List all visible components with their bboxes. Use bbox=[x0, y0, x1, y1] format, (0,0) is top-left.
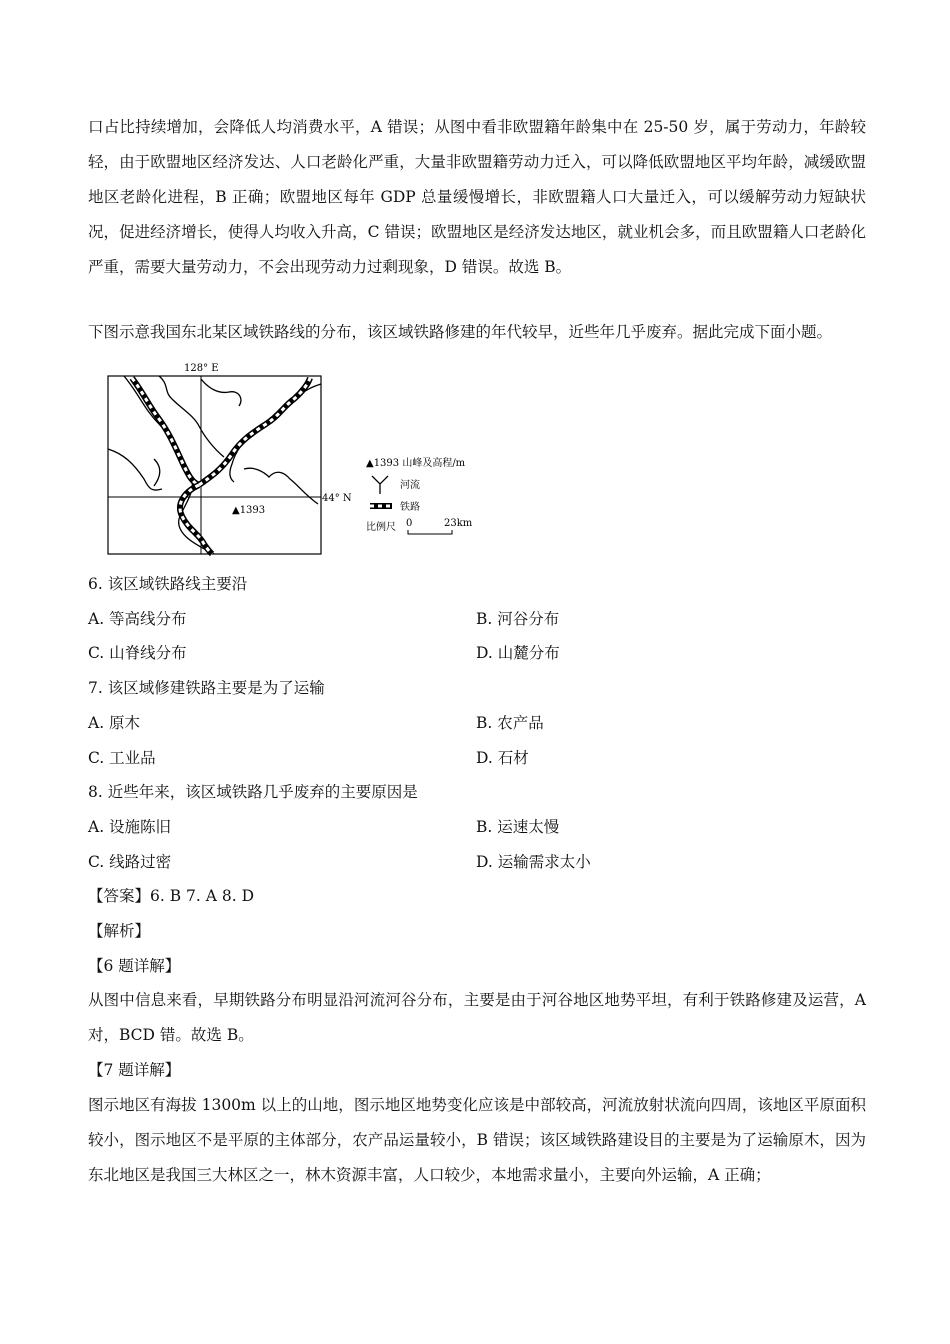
question-options bbox=[88, 810, 866, 879]
option-c: C. 山脊线分布 bbox=[88, 644, 187, 663]
question-stem: 8. 近些年来，该区域铁路几乎废弃的主要原因是 bbox=[88, 783, 418, 802]
detail-7-title: 【7 题详解】 bbox=[88, 1061, 181, 1080]
detail-6-title: 【6 题详解】 bbox=[88, 956, 181, 975]
legend-scale-value: 23km bbox=[444, 518, 473, 529]
legend-peak: ▲1393 山峰及高程/m bbox=[366, 458, 466, 469]
option-a: A. 等高线分布 bbox=[88, 609, 187, 628]
option-c: C. 线路过密 bbox=[88, 852, 172, 871]
option-d: D. 石材 bbox=[476, 748, 529, 767]
document-page bbox=[88, 110, 866, 1193]
question-options bbox=[88, 706, 866, 775]
legend-scale-bar bbox=[408, 530, 452, 534]
legend-river: 河流 bbox=[400, 480, 420, 491]
option-d: D. 山麓分布 bbox=[476, 644, 560, 663]
legend-river-symbol bbox=[372, 476, 388, 494]
top-paragraph: 口占比持续增加，会降低人均消费水平，A 错误；从图中看非欧盟籍年龄集中在 25-50 岁，属于劳动力，年龄较轻，由于欧盟地区经济发达、人口老龄化严重，大量非欧盟籍劳动力迁入，可以降低欧盟地区平均年龄，减缓欧盟地区老龄化进程，B 正确；欧盟地区每年 GDP 总量缓慢增长，非欧盟籍人口大量迁入，可以缓解劳动力短缺状况，促进经济增长，使得人均收入升高，C 错误；欧盟地区是经济发达地区，就业机会多，而且欧盟籍人口老龄化严重，需要大量劳动力，不会出现劳动力过剩现象，D 错误。故选 B。 bbox=[88, 118, 866, 276]
question-stem: 6. 该区域铁路线主要沿 bbox=[88, 575, 248, 593]
river-northeast bbox=[201, 379, 241, 406]
question-8 bbox=[88, 775, 866, 879]
question-options bbox=[88, 602, 866, 671]
option-d: D. 运输需求太小 bbox=[476, 852, 591, 871]
question-6 bbox=[88, 567, 866, 671]
map-peak-label: ▲1393 bbox=[232, 505, 266, 516]
question-intro: 下图示意我国东北某区域铁路线的分布，该区域铁路修建的年代较早，近些年几乎废弃。据此完成下面小题。 bbox=[88, 323, 833, 341]
railway-map-figure bbox=[104, 354, 524, 559]
latitude-label: 44° N bbox=[322, 493, 352, 504]
option-c: C. 工业品 bbox=[88, 748, 156, 767]
railway-map bbox=[104, 354, 524, 559]
river-east bbox=[230, 384, 321, 482]
legend-railway: 铁路 bbox=[400, 502, 420, 513]
river-west bbox=[108, 449, 162, 490]
option-b: B. 运速太慢 bbox=[476, 817, 560, 836]
river-west-branch bbox=[154, 459, 160, 486]
river-north bbox=[159, 376, 224, 457]
option-a: A. 原木 bbox=[88, 713, 141, 732]
map-legend bbox=[366, 456, 473, 534]
answer-line: 【答案】6. B 7. A 8. D bbox=[88, 887, 255, 906]
option-b: B. 河谷分布 bbox=[476, 609, 560, 628]
legend-scale-title: 比例尺 bbox=[366, 522, 396, 533]
option-b: B. 农产品 bbox=[476, 713, 544, 732]
longitude-label: 128° E bbox=[184, 363, 219, 374]
detail-7-text: 图示地区有海拔 1300m 以上的山地，图示地区地势变化应该是中部较高，河流放射状流向四周，该地区平原面积较小，图示地区不是平原的主体部分，农产品运量较小，B 错误；该区域铁路建设目的主要是为了运输原木，因为东北地区是我国三大林区之一，林木资源丰富，人口较少，本地需求量小，主要向外运输，A 正确； bbox=[88, 1096, 866, 1185]
legend-scale-zero: 0 bbox=[406, 518, 413, 529]
question-stem: 7. 该区域修建铁路主要是为了运输 bbox=[88, 679, 325, 698]
analysis-title: 【解析】 bbox=[88, 922, 151, 941]
question-7 bbox=[88, 671, 866, 775]
option-a: A. 设施陈旧 bbox=[88, 817, 172, 836]
detail-6-text: 从图中信息来看，早期铁路分布明显沿河流河谷分布，主要是由于河谷地区地势平坦，有利于铁路修建及运营，A 对，BCD 错。故选 B。 bbox=[88, 991, 866, 1045]
river-southeast bbox=[244, 468, 318, 504]
